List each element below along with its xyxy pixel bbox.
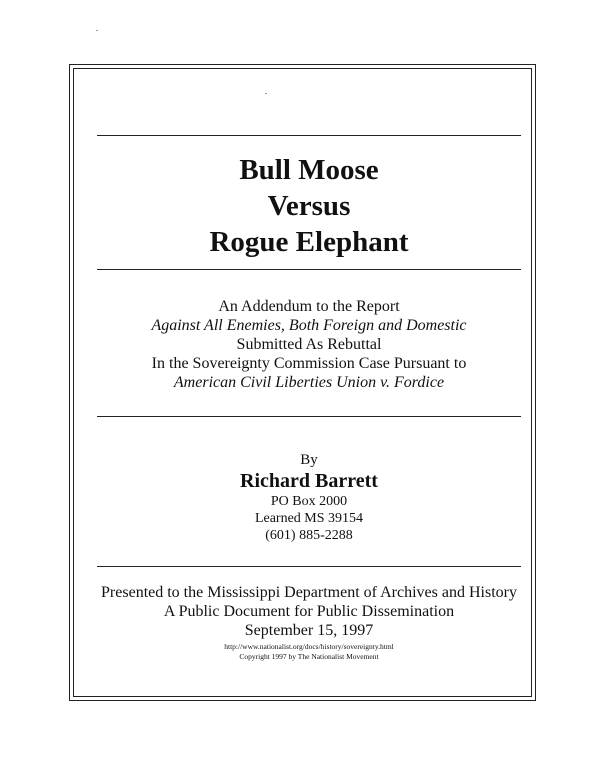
divider-after-title — [97, 269, 521, 270]
presented-date: September 15, 1997 — [244, 622, 374, 639]
divider-after-addendum — [97, 416, 521, 417]
footer-url: http://www.nationalist.org/docs/history/sovereignty.html — [224, 642, 394, 651]
footer-copyright: Copyright 1997 by The Nationalist Movement — [239, 652, 379, 661]
title-block — [97, 152, 521, 260]
author-phone: (601) 885-2288 — [265, 528, 353, 543]
presented-block — [97, 583, 521, 640]
title-line-2: Versus — [267, 190, 351, 222]
addendum-case-name: American Civil Liberties Union v. Fordice — [173, 374, 445, 391]
addendum-line-4: In the Sovereignty Commission Case Pursuant to — [151, 355, 467, 372]
footer-block — [97, 642, 521, 662]
presented-line-2: A Public Document for Public Dissemination — [163, 603, 455, 620]
addendum-report-title: Against All Enemies, Both Foreign and Domestic — [151, 317, 467, 334]
author-address-line-1: PO Box 2000 — [270, 494, 348, 509]
addendum-block — [97, 297, 521, 392]
author-block — [97, 451, 521, 544]
title-line-3: Rogue Elephant — [209, 226, 409, 258]
addendum-line-3: Submitted As Rebuttal — [236, 336, 382, 353]
title-line-1: Bull Moose — [239, 154, 379, 186]
divider-top — [97, 135, 521, 136]
scan-speck — [265, 93, 267, 94]
presented-line-1: Presented to the Mississippi Department of Archives and History — [101, 584, 517, 601]
author-address-line-2: Learned MS 39154 — [254, 511, 364, 526]
author-name: Richard Barrett — [240, 470, 378, 492]
divider-after-author — [97, 566, 521, 567]
scan-speck — [96, 30, 98, 31]
by-label: By — [300, 452, 318, 468]
addendum-line-1: An Addendum to the Report — [218, 298, 400, 315]
